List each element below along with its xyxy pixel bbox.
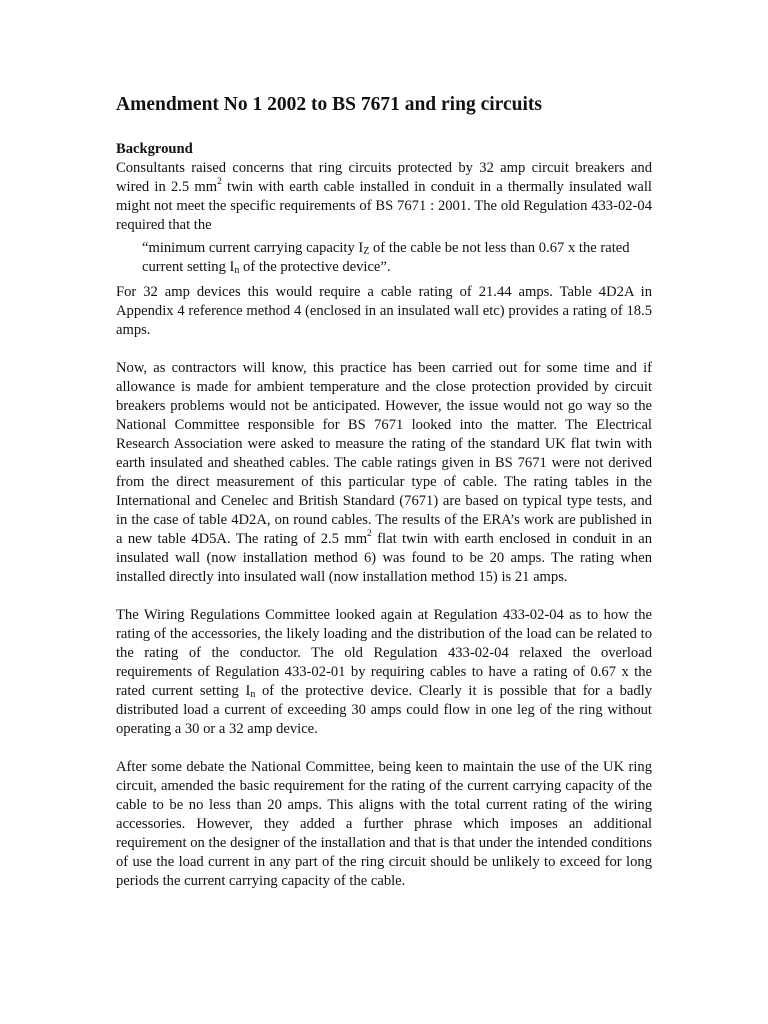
subscript-n: n	[234, 265, 240, 276]
regulation-quote: “minimum current carrying capacity $I_Z$ of the cable be not less than 0.67 x the rated current setting $I_n$ of the protective device”.	[142, 240, 630, 276]
paragraph-wiring-regulations-committee: The Wiring Regulations Committee looked again at Regulation 433-02-04 as to how the rating of the accessories, the likely loading and the distribution of the load can be related to the rating of the conductor. The old Regulation 433-02-04 relaxed the overload requirements of Regulation 433-02-01 by requiring cables to have a rating of 0.67 x the rated current setting $I_n$ of the protective device. Clearly it is possible that for a badly distributed load a current of exceeding 30 amps could flow in one leg of the ring without operating a 30 or a 32 amp device.	[116, 607, 652, 737]
paragraph-consultants-concerns: Consultants raised concerns that ring circuits protected by 32 amp circuit breakers and wired in 2.5 $mm^2$ twin with earth cable installed in conduit in a thermally insulated wall might not meet the specific requirements of BS 7671 : 2001. The old Regulation 433-02-04 required that the	[116, 160, 652, 233]
subscript-z: Z	[363, 246, 370, 257]
paragraph-national-committee-debate: After some debate the National Committee, being keen to maintain the use of the UK ring circuit, amended the basic requirement for the rating of the current carrying capacity of the cable to be no less than 20 amps. This aligns with the total current rating of the wiring accessories. However, they added a further phrase which imposes an additional requirement on the designer of the installation and that is that under the intended conditions of use the load current in any part of the ring circuit should be unlikely to exceed for long periods the current carrying capacity of the cable.	[116, 759, 652, 889]
subscript-n: n	[250, 689, 256, 700]
paragraph-gap	[116, 739, 652, 758]
superscript-squared: 2	[217, 177, 222, 187]
paragraph-32-amp-devices: For 32 amp devices this would require a cable rating of 21.44 amps. Table 4D2A in Appendix 4 reference method 4 (enclosed in an insulated wall etc) provides a rating of 18.5 amps.	[116, 284, 652, 338]
document-page	[116, 92, 652, 891]
paragraph-gap	[116, 340, 652, 359]
background-heading: Background	[116, 141, 193, 157]
document-title: Amendment No 1 2002 to BS 7671 and ring circuits	[116, 94, 542, 115]
paragraph-contractors-practice: Now, as contractors will know, this practice has been carried out for some time and if allowance is made for ambient temperature and the close protection provided by circuit breakers problems would not be anticipated. However, the issue would not go way so the National Committee responsible for BS 7671 looked into the matter. The Electrical Research Association were asked to measure the rating of the standard UK flat twin with earth insulated and sheathed cables. The cable ratings given in BS 7671 were not derived from the direct measurement of this particular type of cable. The rating tables in the International and Cenelec and British Standard (7671) are based on typical type tests, and in the case of table 4D2A, on round cables. The results of the ERA’s work are published in a new table 4D5A. The rating of 2.5 $mm^2$ flat twin with earth enclosed in conduit in an insulated wall (now installation method 6) was found to be 20 amps. The rating when installed directly into insulated wall (now installation method 15) is 21 amps.	[116, 360, 652, 585]
paragraph-gap	[116, 587, 652, 606]
superscript-squared: 2	[367, 529, 372, 539]
